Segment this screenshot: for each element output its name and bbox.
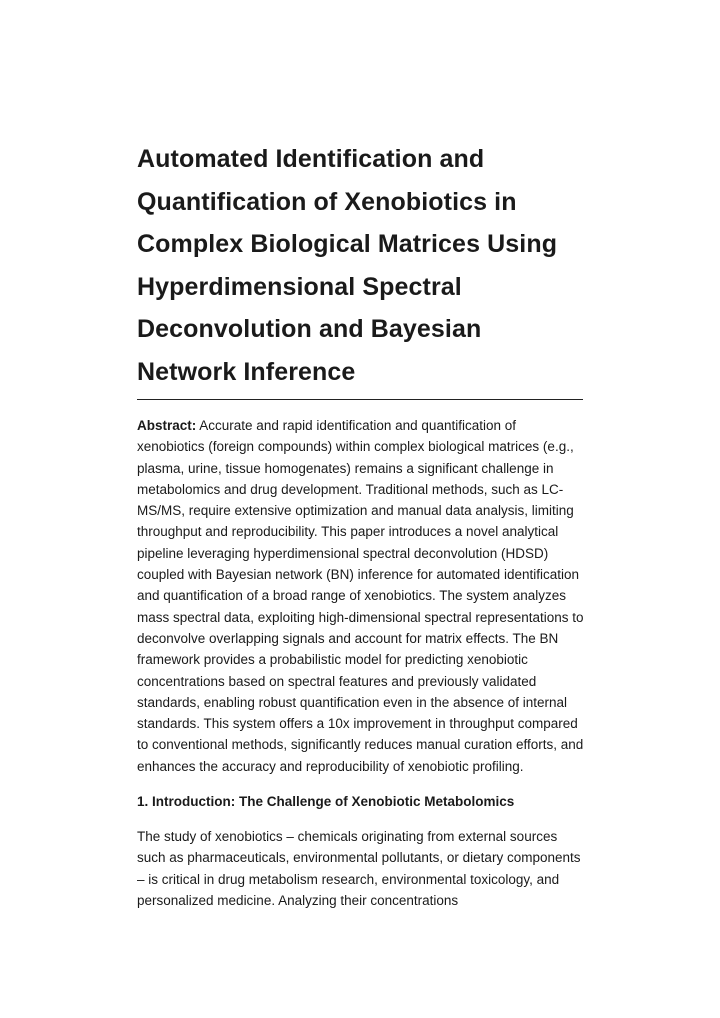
paper-page: [137, 138, 584, 911]
abstract-text: Accurate and rapid identification and quantification of xenobiotics (foreign compounds) within complex biological matrices (e.g., plasma, urine, tissue homogenates) remains a significant challenge in metabolomics and drug development. Traditional methods, such as LC-MS/MS, require extensive optimization and manual data analysis, limiting throughput and reproducibility. This paper introduces a novel analytical pipeline leveraging hyperdimensional spectral deconvolution (HDSD) coupled with Bayesian network (BN) inference for automated identification and quantification of a broad range of xenobiotics. The system analyzes mass spectral data, exploiting high-dimensional spectral representations to deconvolve overlapping signals and account for matrix effects. The BN framework provides a probabilistic model for predicting xenobiotic concentrations based on spectral features and previously validated standards, enabling robust quantification even in the absence of internal standards. This system offers a 10x improvement in throughput compared to conventional methods, significantly reduces manual curation efforts, and enhances the accuracy and reproducibility of xenobiotic profiling.: [137, 418, 584, 774]
title-divider: [137, 399, 583, 400]
paper-title: Automated Identification and Quantification of Xenobiotics in Complex Biological Matrices Using Hyperdimensional Spectral Deconvolution and Bayesian Network Inference: [137, 145, 558, 386]
abstract-label: Abstract:: [137, 418, 197, 433]
introduction-paragraph: The study of xenobiotics – chemicals originating from external sources such as pharmaceuticals, environmental pollutants, or dietary components – is critical in drug metabolism research, environmental toxicology, and personalized medicine. Analyzing their concentrations: [137, 829, 581, 908]
abstract-paragraph: [137, 415, 584, 777]
section-heading-introduction: 1. Introduction: The Challenge of Xenobiotic Metabolomics: [137, 794, 515, 810]
